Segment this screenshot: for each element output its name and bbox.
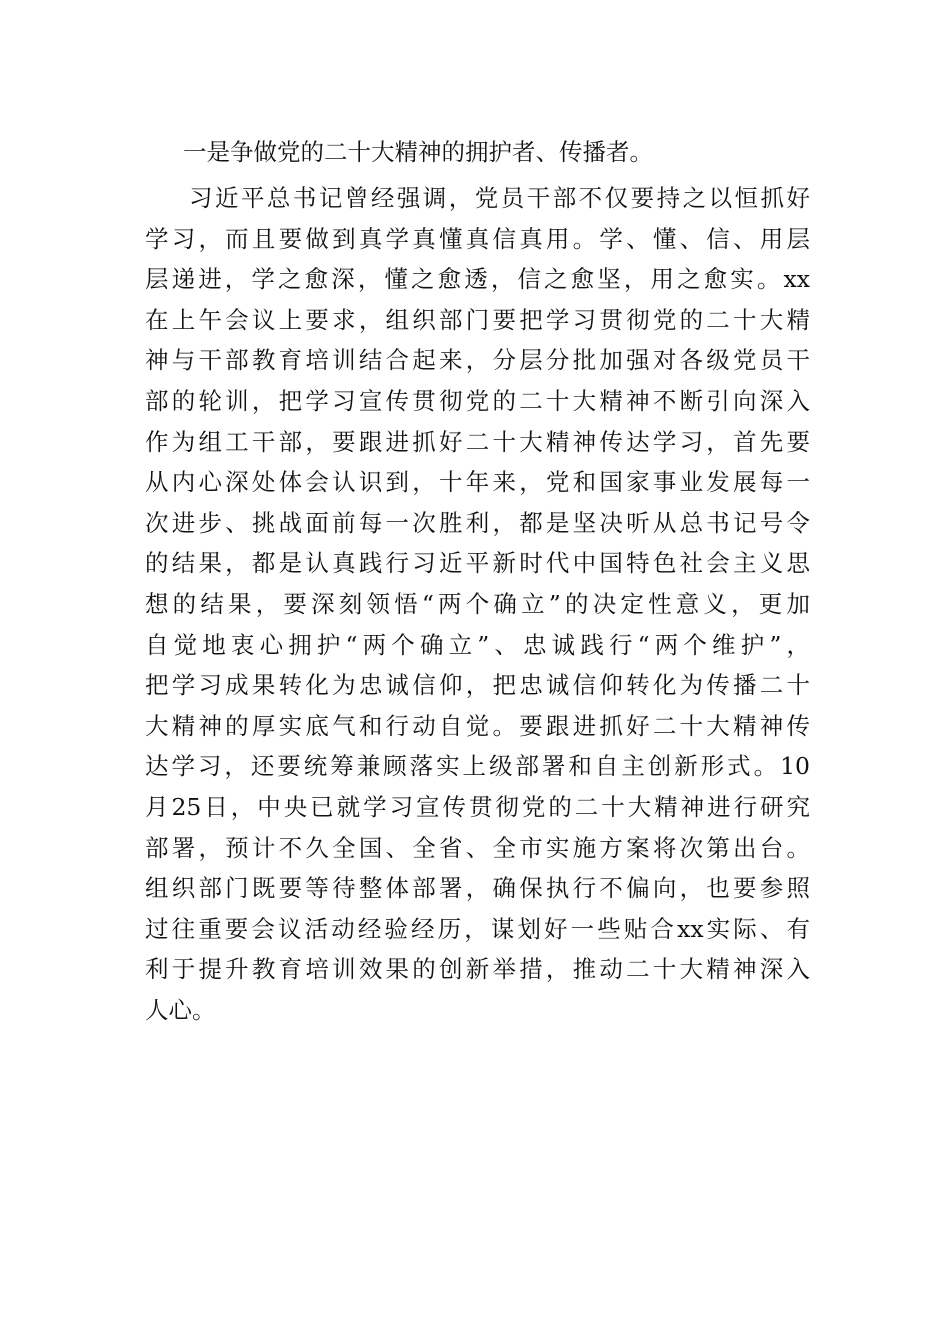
section-heading: 一是争做党的二十大精神的拥护者、传播者。: [183, 138, 653, 166]
paragraph-line: 想的结果，要深刻领悟“两个确立”的决定性意义，更加: [145, 589, 810, 618]
paragraph-line: 把学习成果转化为忠诚信仰，把忠诚信仰转化为传播二十: [145, 671, 810, 700]
paragraph-line: 习近平总书记曾经强调，党员干部不仅要持之以恒抓好: [189, 184, 810, 212]
paragraph-line: 层递进，学之愈深，懂之愈透，信之愈坚，用之愈实。xx: [145, 265, 810, 294]
paragraph-line: 次进步、挑战面前每一次胜利，都是坚决听从总书记号令: [145, 508, 810, 537]
paragraph-line: 组织部门既要等待整体部署，确保执行不偏向，也要参照: [145, 874, 810, 903]
paragraph-line: 神与干部教育培训结合起来，分层分批加强对各级党员干: [145, 346, 810, 375]
paragraph-line: 人心。: [145, 995, 216, 1024]
paragraph-line: 的结果，都是认真践行习近平新时代中国特色社会主义思: [145, 549, 810, 578]
paragraph-line: 作为组工干部，要跟进抓好二十大精神传达学习，首先要: [145, 427, 810, 456]
paragraph-line: 过往重要会议活动经验经历，谋划好一些贴合xx实际、有: [145, 914, 810, 943]
paragraph-line: 从内心深处体会认识到，十年来，党和国家事业发展每一: [145, 468, 810, 497]
paragraph-line: 学习，而且要做到真学真懂真信真用。学、懂、信、用层: [145, 224, 810, 253]
paragraph-line: 在上午会议上要求，组织部门要把学习贯彻党的二十大精: [145, 305, 810, 334]
paragraph-line: 月25日，中央已就学习宣传贯彻党的二十大精神进行研究: [145, 792, 810, 821]
body-paragraph: [145, 178, 810, 1030]
paragraph-line: 达学习，还要统筹兼顾落实上级部署和自主创新形式。10: [145, 752, 810, 781]
paragraph-line: 利于提升教育培训效果的创新举措，推动二十大精神深入: [145, 955, 810, 984]
paragraph-line: 部署，预计不久全国、全省、全市实施方案将次第出台。: [145, 833, 810, 862]
paragraph-line: 大精神的厚实底气和行动自觉。要跟进抓好二十大精神传: [145, 711, 810, 740]
paragraph-line: 部的轮训，把学习宣传贯彻党的二十大精神不断引向深入: [145, 386, 810, 415]
paragraph-line: 自觉地衷心拥护“两个确立”、忠诚践行“两个维护”，: [145, 630, 810, 659]
